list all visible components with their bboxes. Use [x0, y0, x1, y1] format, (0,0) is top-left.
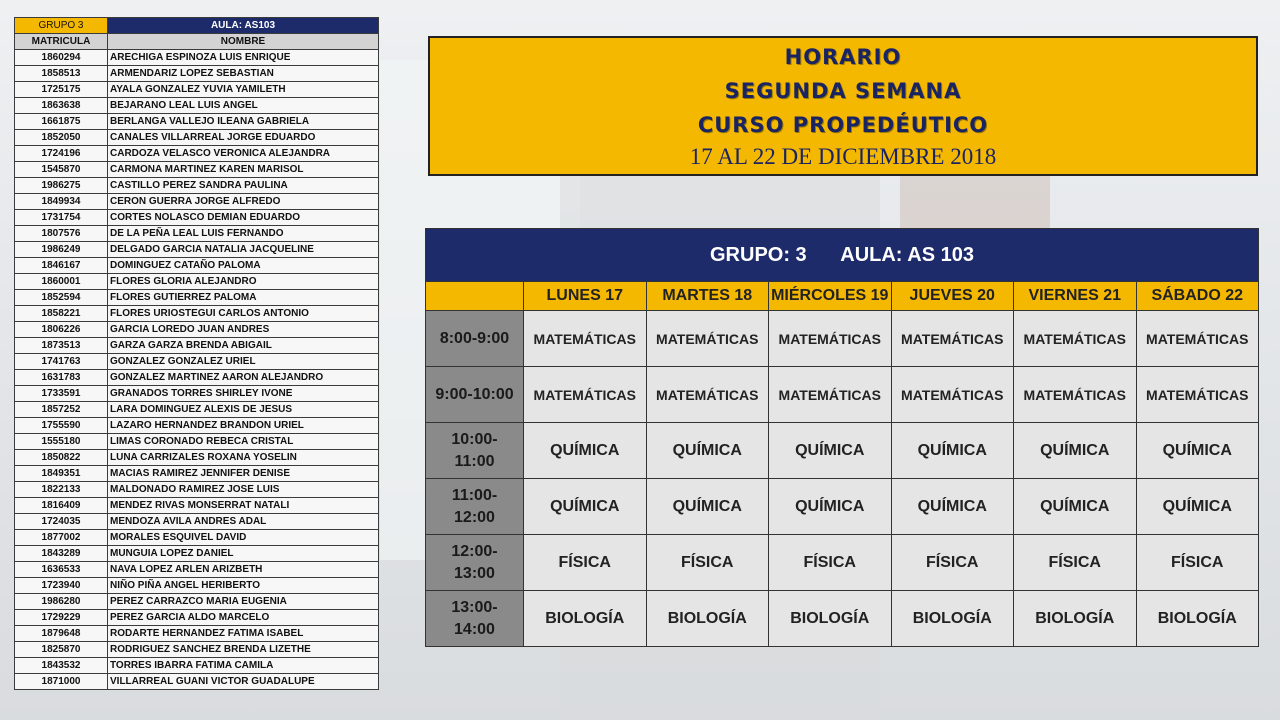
student-id: 1857252: [15, 402, 108, 418]
student-id: 1631783: [15, 370, 108, 386]
student-name: BERLANGA VALLEJO ILEANA GABRIELA: [108, 114, 379, 130]
student-name: CANALES VILLARREAL JORGE EDUARDO: [108, 130, 379, 146]
roster-group-label: GRUPO 3: [15, 18, 108, 34]
subject-cell: QUÍMICA: [524, 479, 647, 535]
student-name: MUNGUIA LOPEZ DANIEL: [108, 546, 379, 562]
table-row: [15, 130, 379, 146]
subject-cell: QUÍMICA: [891, 423, 1014, 479]
student-name: GARCIA LOREDO JUAN ANDRES: [108, 322, 379, 338]
subject-cell: MATEMÁTICAS: [1014, 367, 1137, 423]
table-row: [15, 418, 379, 434]
student-id: 1731754: [15, 210, 108, 226]
subject-cell: MATEMÁTICAS: [524, 367, 647, 423]
student-id: 1724196: [15, 146, 108, 162]
table-row: [15, 386, 379, 402]
subject-cell: FÍSICA: [769, 535, 892, 591]
subject-cell: BIOLOGÍA: [1136, 591, 1259, 647]
student-id: 1849351: [15, 466, 108, 482]
subject-cell: FÍSICA: [1136, 535, 1259, 591]
subject-cell: QUÍMICA: [646, 423, 769, 479]
schedule-row: [426, 367, 1259, 423]
schedule-header-bar: [426, 229, 1259, 282]
day-header: MARTES 18: [646, 282, 769, 311]
subject-cell: QUÍMICA: [1014, 479, 1137, 535]
student-name: PEREZ GARCIA ALDO MARCELO: [108, 610, 379, 626]
student-name: CARMONA MARTINEZ KAREN MARISOL: [108, 162, 379, 178]
time-slot: 12:00- 13:00: [426, 535, 524, 591]
student-id: 1863638: [15, 98, 108, 114]
schedule-row: [426, 423, 1259, 479]
student-id: 1860294: [15, 50, 108, 66]
student-name: ARMENDARIZ LOPEZ SEBASTIAN: [108, 66, 379, 82]
student-name: GONZALEZ MARTINEZ AARON ALEJANDRO: [108, 370, 379, 386]
student-name: FLORES URIOSTEGUI CARLOS ANTONIO: [108, 306, 379, 322]
table-row: [15, 674, 379, 690]
subject-cell: QUÍMICA: [891, 479, 1014, 535]
table-row: [15, 546, 379, 562]
student-name: TORRES IBARRA FATIMA CAMILA: [108, 658, 379, 674]
table-row: [15, 370, 379, 386]
table-row: [15, 274, 379, 290]
student-name: BEJARANO LEAL LUIS ANGEL: [108, 98, 379, 114]
day-header: SÁBADO 22: [1136, 282, 1259, 311]
student-name: MENDOZA AVILA ANDRES ADAL: [108, 514, 379, 530]
table-row: [15, 658, 379, 674]
schedule-room-label: AULA: AS 103: [840, 243, 974, 266]
student-name: NIÑO PIÑA ANGEL HERIBERTO: [108, 578, 379, 594]
group-room-banner: [426, 229, 1259, 282]
student-id: 1733591: [15, 386, 108, 402]
student-id: 1858513: [15, 66, 108, 82]
student-name: AYALA GONZALEZ YUVIA YAMILETH: [108, 82, 379, 98]
day-header: MIÉRCOLES 19: [769, 282, 892, 311]
student-id: 1986249: [15, 242, 108, 258]
subject-cell: QUÍMICA: [1136, 423, 1259, 479]
roster-column-headers: [15, 34, 379, 50]
schedule-title-box: [428, 36, 1258, 176]
student-name: LIMAS CORONADO REBECA CRISTAL: [108, 434, 379, 450]
table-row: [15, 530, 379, 546]
student-name: LARA DOMINGUEZ ALEXIS DE JESUS: [108, 402, 379, 418]
table-row: [15, 514, 379, 530]
subject-cell: BIOLOGÍA: [646, 591, 769, 647]
subject-cell: FÍSICA: [646, 535, 769, 591]
table-row: [15, 194, 379, 210]
student-id: 1873513: [15, 338, 108, 354]
student-name: LUNA CARRIZALES ROXANA YOSELIN: [108, 450, 379, 466]
subject-cell: QUÍMICA: [524, 423, 647, 479]
time-slot: 9:00-10:00: [426, 367, 524, 423]
table-row: [15, 594, 379, 610]
student-id: 1860001: [15, 274, 108, 290]
student-name: CERON GUERRA JORGE ALFREDO: [108, 194, 379, 210]
table-row: [15, 482, 379, 498]
student-name: NAVA LOPEZ ARLEN ARIZBETH: [108, 562, 379, 578]
student-id: 1849934: [15, 194, 108, 210]
subject-cell: QUÍMICA: [769, 423, 892, 479]
column-header-id: MATRICULA: [15, 34, 108, 50]
student-name: DOMINGUEZ CATAÑO PALOMA: [108, 258, 379, 274]
table-row: [15, 66, 379, 82]
student-name: DE LA PEÑA LEAL LUIS FERNANDO: [108, 226, 379, 242]
student-name: RODARTE HERNANDEZ FATIMA ISABEL: [108, 626, 379, 642]
subject-cell: MATEMÁTICAS: [1136, 311, 1259, 367]
title-date-range: 17 AL 22 DE DICIEMBRE 2018: [689, 144, 997, 169]
subject-cell: QUÍMICA: [1014, 423, 1137, 479]
subject-cell: MATEMÁTICAS: [646, 367, 769, 423]
student-id: 1846167: [15, 258, 108, 274]
subject-cell: QUÍMICA: [1136, 479, 1259, 535]
student-name: GONZALEZ GONZALEZ URIEL: [108, 354, 379, 370]
table-row: [15, 450, 379, 466]
table-row: [15, 322, 379, 338]
student-id: 1850822: [15, 450, 108, 466]
student-roster-table: [14, 17, 379, 690]
student-name: PEREZ CARRAZCO MARIA EUGENIA: [108, 594, 379, 610]
student-id: 1725175: [15, 82, 108, 98]
student-id: 1879648: [15, 626, 108, 642]
student-id: 1545870: [15, 162, 108, 178]
student-name: MENDEZ RIVAS MONSERRAT NATALI: [108, 498, 379, 514]
student-id: 1843532: [15, 658, 108, 674]
student-name: CARDOZA VELASCO VERONICA ALEJANDRA: [108, 146, 379, 162]
student-id: 1755590: [15, 418, 108, 434]
student-id: 1986275: [15, 178, 108, 194]
day-header: JUEVES 20: [891, 282, 1014, 311]
subject-cell: BIOLOGÍA: [524, 591, 647, 647]
roster-body: [15, 50, 379, 690]
student-name: DELGADO GARCIA NATALIA JACQUELINE: [108, 242, 379, 258]
day-header: VIERNES 21: [1014, 282, 1137, 311]
table-row: [15, 610, 379, 626]
student-id: 1825870: [15, 642, 108, 658]
time-slot: 13:00- 14:00: [426, 591, 524, 647]
student-name: GARZA GARZA BRENDA ABIGAIL: [108, 338, 379, 354]
student-name: LAZARO HERNANDEZ BRANDON URIEL: [108, 418, 379, 434]
table-row: [15, 402, 379, 418]
subject-cell: MATEMÁTICAS: [1014, 311, 1137, 367]
student-id: 1986280: [15, 594, 108, 610]
student-id: 1852050: [15, 130, 108, 146]
student-name: FLORES GUTIERREZ PALOMA: [108, 290, 379, 306]
table-row: [15, 114, 379, 130]
schedule-group-label: GRUPO: 3: [710, 243, 807, 266]
student-id: 1723940: [15, 578, 108, 594]
table-row: [15, 178, 379, 194]
subject-cell: BIOLOGÍA: [1014, 591, 1137, 647]
table-row: [15, 578, 379, 594]
student-name: ARECHIGA ESPINOZA LUIS ENRIQUE: [108, 50, 379, 66]
time-slot: 11:00- 12:00: [426, 479, 524, 535]
subject-cell: MATEMÁTICAS: [1136, 367, 1259, 423]
student-name: GRANADOS TORRES SHIRLEY IVONE: [108, 386, 379, 402]
table-row: [15, 98, 379, 114]
table-row: [15, 354, 379, 370]
time-slot: 10:00- 11:00: [426, 423, 524, 479]
student-name: VILLARREAL GUANI VICTOR GUADALUPE: [108, 674, 379, 690]
schedule-row: [426, 311, 1259, 367]
student-name: FLORES GLORIA ALEJANDRO: [108, 274, 379, 290]
subject-cell: MATEMÁTICAS: [891, 367, 1014, 423]
table-row: [15, 338, 379, 354]
subject-cell: QUÍMICA: [769, 479, 892, 535]
subject-cell: MATEMÁTICAS: [769, 311, 892, 367]
student-id: 1877002: [15, 530, 108, 546]
table-row: [15, 162, 379, 178]
table-row: [15, 498, 379, 514]
student-id: 1661875: [15, 114, 108, 130]
table-row: [15, 258, 379, 274]
student-name: CASTILLO PEREZ SANDRA PAULINA: [108, 178, 379, 194]
table-row: [15, 210, 379, 226]
table-row: [15, 50, 379, 66]
table-row: [15, 562, 379, 578]
table-row: [15, 242, 379, 258]
table-row: [15, 226, 379, 242]
day-header: LUNES 17: [524, 282, 647, 311]
student-id: 1852594: [15, 290, 108, 306]
student-id: 1724035: [15, 514, 108, 530]
table-row: [15, 306, 379, 322]
table-row: [15, 82, 379, 98]
schedule-row: [426, 479, 1259, 535]
student-name: MORALES ESQUIVEL DAVID: [108, 530, 379, 546]
student-id: 1822133: [15, 482, 108, 498]
student-id: 1555180: [15, 434, 108, 450]
student-id: 1636533: [15, 562, 108, 578]
title-line-week: SEGUNDA SEMANA: [724, 79, 962, 103]
schedule-row: [426, 591, 1259, 647]
student-id: 1806226: [15, 322, 108, 338]
table-row: [15, 626, 379, 642]
student-name: CORTES NOLASCO DEMIAN EDUARDO: [108, 210, 379, 226]
subject-cell: QUÍMICA: [646, 479, 769, 535]
student-id: 1741763: [15, 354, 108, 370]
day-header-row: [426, 282, 1259, 311]
student-id: 1807576: [15, 226, 108, 242]
table-row: [15, 290, 379, 306]
student-name: MALDONADO RAMIREZ JOSE LUIS: [108, 482, 379, 498]
table-row: [15, 642, 379, 658]
subject-cell: BIOLOGÍA: [891, 591, 1014, 647]
weekly-schedule-table: [425, 228, 1259, 647]
schedule-row: [426, 535, 1259, 591]
student-id: 1843289: [15, 546, 108, 562]
column-header-name: NOMBRE: [108, 34, 379, 50]
time-slot: 8:00-9:00: [426, 311, 524, 367]
subject-cell: FÍSICA: [524, 535, 647, 591]
student-id: 1858221: [15, 306, 108, 322]
table-row: [15, 466, 379, 482]
table-row: [15, 434, 379, 450]
student-id: 1729229: [15, 610, 108, 626]
subject-cell: MATEMÁTICAS: [769, 367, 892, 423]
subject-cell: MATEMÁTICAS: [646, 311, 769, 367]
subject-cell: BIOLOGÍA: [769, 591, 892, 647]
roster-group-row: [15, 18, 379, 34]
student-id: 1816409: [15, 498, 108, 514]
student-id: 1871000: [15, 674, 108, 690]
title-line-course: CURSO PROPEDÉUTICO: [697, 113, 989, 137]
subject-cell: FÍSICA: [891, 535, 1014, 591]
subject-cell: FÍSICA: [1014, 535, 1137, 591]
table-row: [15, 146, 379, 162]
corner-cell: [426, 282, 524, 311]
subject-cell: MATEMÁTICAS: [891, 311, 1014, 367]
student-name: RODRIGUEZ SANCHEZ BRENDA LIZETHE: [108, 642, 379, 658]
roster-room-label: AULA: AS103: [108, 18, 379, 34]
student-name: MACIAS RAMIREZ JENNIFER DENISE: [108, 466, 379, 482]
title-line-horario: HORARIO: [784, 45, 902, 69]
subject-cell: MATEMÁTICAS: [524, 311, 647, 367]
